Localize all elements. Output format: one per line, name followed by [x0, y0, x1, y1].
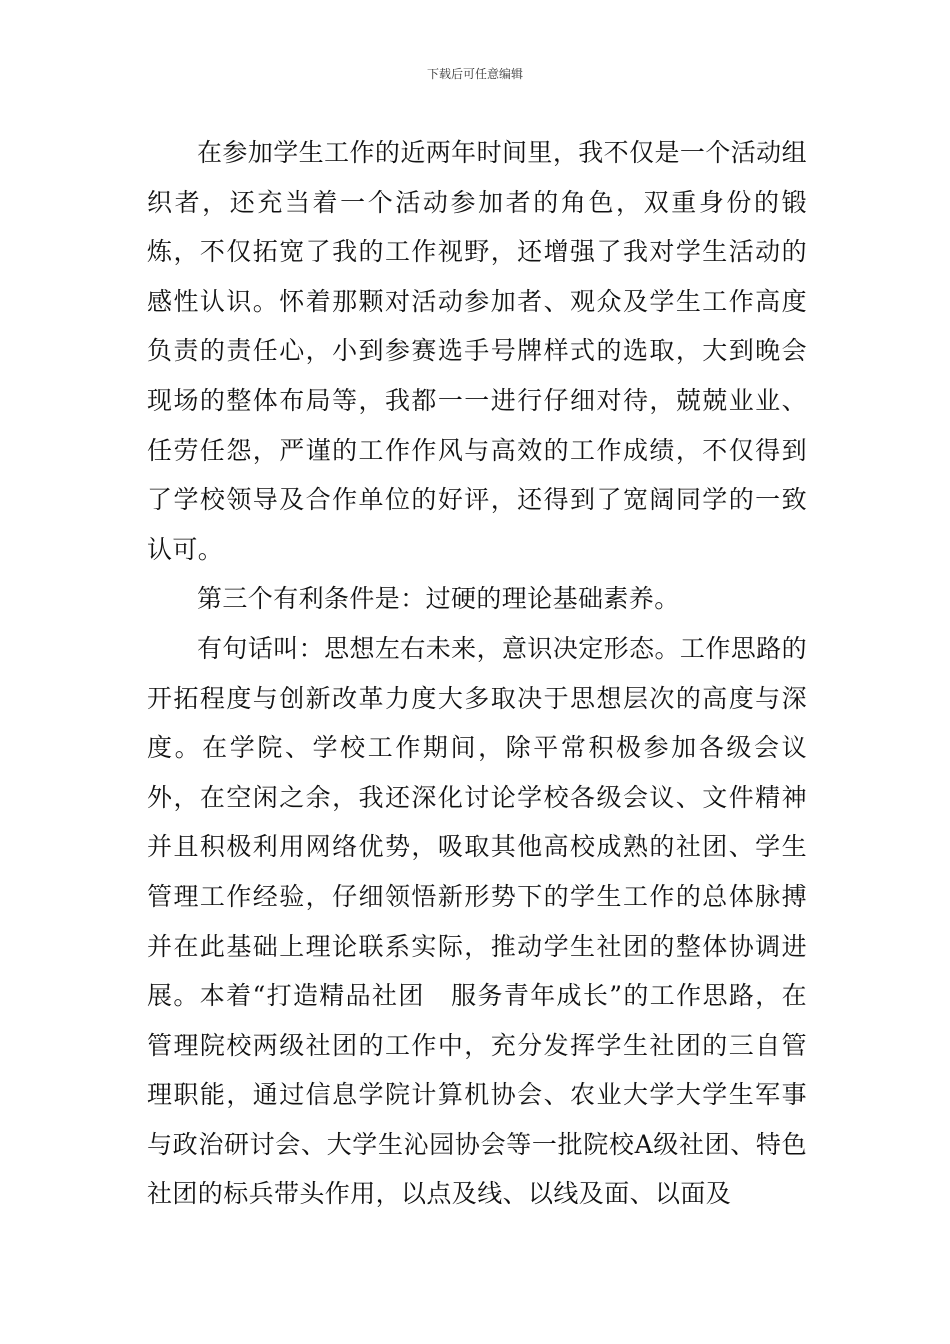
paragraph-third-condition: 第三个有利条件是：过硬的理论基础素养。 — [197, 584, 680, 614]
document-body — [147, 128, 807, 1219]
paragraph-student-work-experience: 在参加学生工作的近两年时间里，我不仅是一个活动组织者，还充当着一个活动参加者的角色，双重身份的锻炼，不仅拓宽了我的工作视野，还增强了我对学生活动的感性认识。怀着那颗对活动参加者、观众及学生工作高度负责的责任心，小到参赛选手号牌样式的选取，大到晚会现场的整体布局等，我都一一进行仔细对待，兢兢业业、任劳任怨，严谨的工作作风与高效的工作成绩，不仅得到了学校领导及合作单位的好评，还得到了宽阔同学的一致认可。 — [147, 138, 807, 564]
paragraph-theory-foundation: 有句话叫：思想左右未来，意识决定形态。工作思路的开拓程度与创新改革力度大多取决于思想层次的高度与深度。在学院、学校工作期间，除平常积极参加各级会议外，在空闲之余，我还深化讨论学校各级会议、文件精神并且积极利用网络优势，吸取其他高校成熟的社团、学生管理工作经验，仔细领悟新形势下的学生工作的总体脉搏并在此基础上理论联系实际，推动学生社团的整体协调进展。本着“打造精品社团 服务青年成长”的工作思路，在管理院校两级社团的工作中，充分发挥学生社团的三自管理职能，通过信息学院计算机协会、农业大学大学生军事与政治研讨会、大学生沁园协会等一批院校A级社团、特色社团的标兵带头作用，以点及线、以线及面、以面及 — [147, 633, 807, 1209]
page-header-note: 下载后可任意编辑 — [426, 67, 523, 81]
